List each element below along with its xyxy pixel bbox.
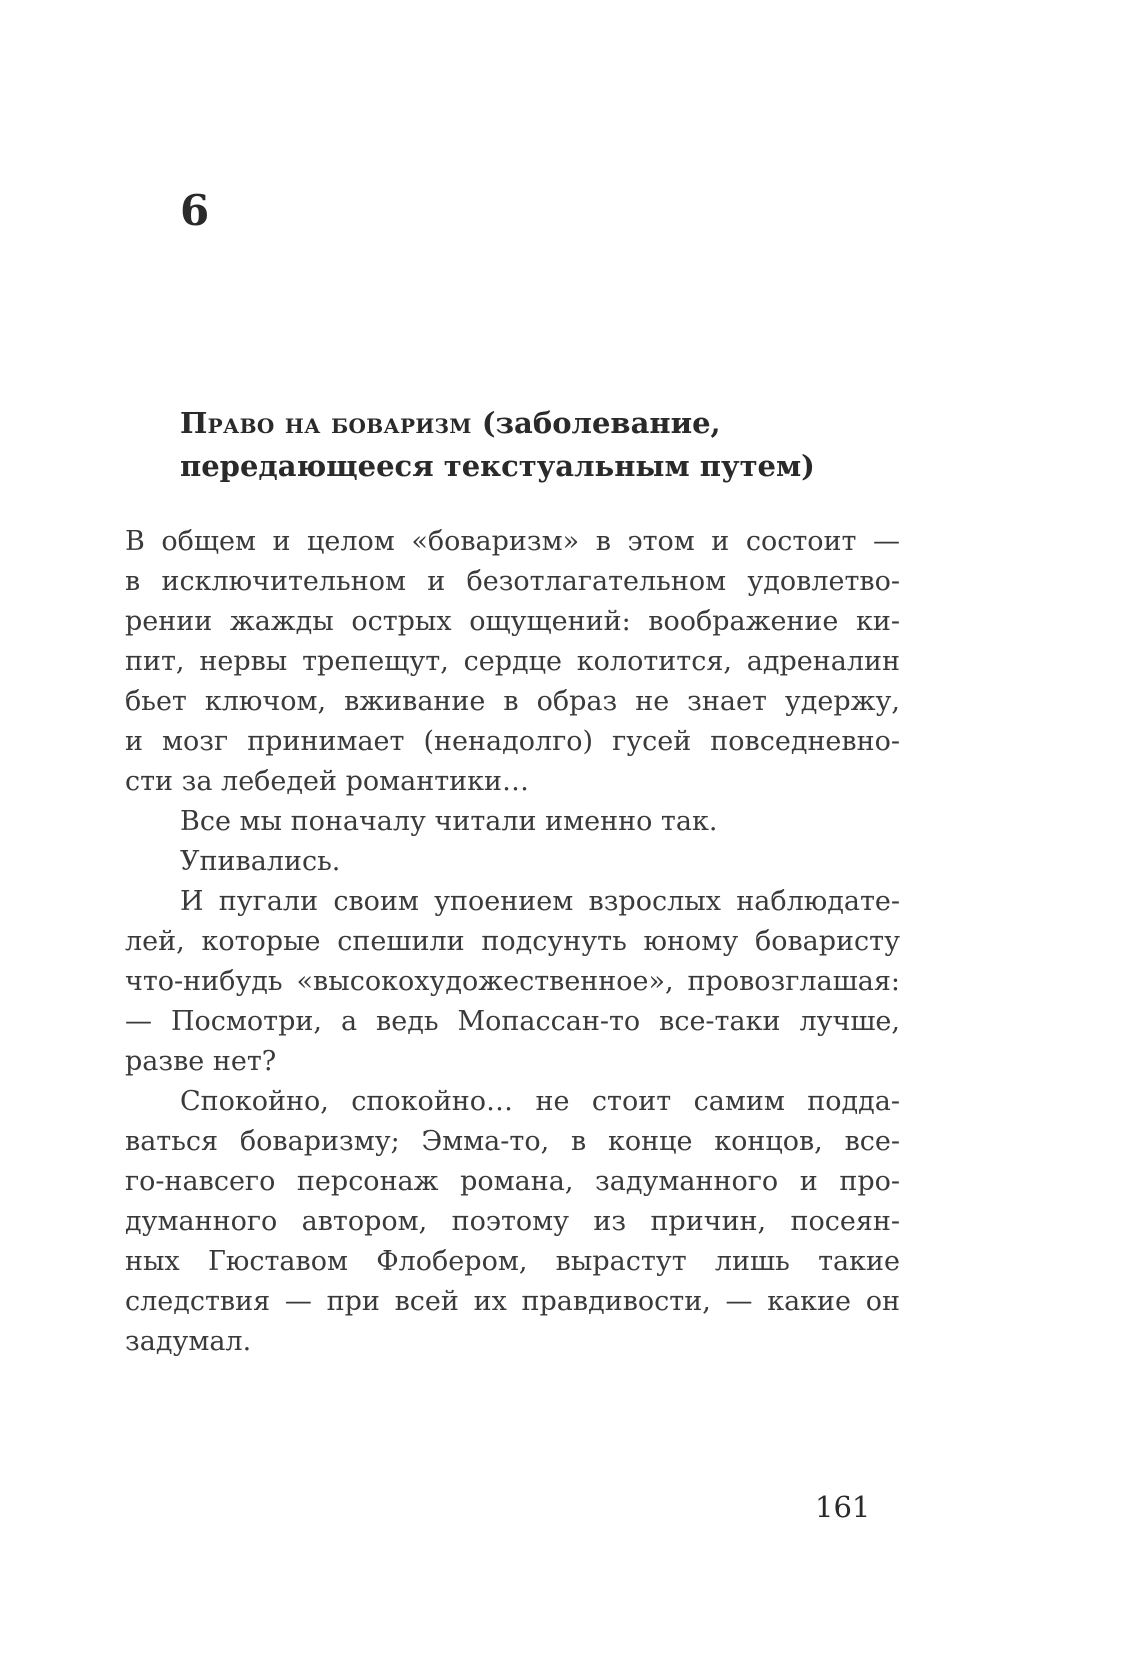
- body-line: сти за лебедей романтики…: [125, 766, 530, 797]
- body-line: ных Гюставом Флобером, вырастут лишь такие: [125, 1246, 900, 1277]
- body-line: думанного автором, поэтому из причин, посеян-: [125, 1206, 900, 1237]
- body-line: что-нибудь «высокохудожественное», провозглашая:: [125, 966, 900, 997]
- body-line: разве нет?: [125, 1046, 277, 1077]
- body-text: [125, 522, 900, 1362]
- body-line: в исключительном и безотлагательном удовлетво-: [125, 566, 900, 597]
- body-line: бьет ключом, вживание в образ не знает удержу,: [125, 686, 900, 717]
- chapter-number: 6: [180, 186, 210, 235]
- heading-line-1-rest: (заболевание,: [471, 406, 721, 440]
- body-line: задумал.: [125, 1326, 252, 1357]
- body-line: лей, которые спешили подсунуть юному боваристу: [125, 926, 900, 957]
- page-number: 161: [815, 1490, 871, 1524]
- body-line: И пугали своим упоением взрослых наблюдате-: [180, 886, 900, 917]
- chapter-heading: [180, 402, 900, 488]
- body-line: следствия — при всей их правдивости, — какие он: [125, 1286, 900, 1317]
- heading-lead: Право на боваризм: [180, 406, 472, 440]
- body-line: — Посмотри, а ведь Мопассан-то все-таки лучше,: [125, 1006, 900, 1037]
- heading-line-2: передающееся текстуальным путем): [180, 449, 815, 483]
- body-line: и мозг принимает (ненадолго) гусей повседневно-: [125, 726, 900, 757]
- body-line: ваться боваризму; Эмма-то, в конце концов, все-: [125, 1126, 900, 1157]
- body-line: Упивались.: [180, 846, 341, 877]
- body-line: Все мы поначалу читали именно так.: [180, 806, 718, 837]
- body-line: рении жажды острых ощущений: воображение ки-: [125, 606, 900, 637]
- heading-line-1: [180, 402, 900, 445]
- body-line: В общем и целом «боваризм» в этом и состоит —: [125, 526, 900, 557]
- body-line: пит, нервы трепещут, сердце колотится, адреналин: [125, 646, 900, 677]
- body-line: го-навсего персонаж романа, задуманного и про-: [125, 1166, 900, 1197]
- body-line: Спокойно, спокойно… не стоит самим подда-: [180, 1086, 900, 1117]
